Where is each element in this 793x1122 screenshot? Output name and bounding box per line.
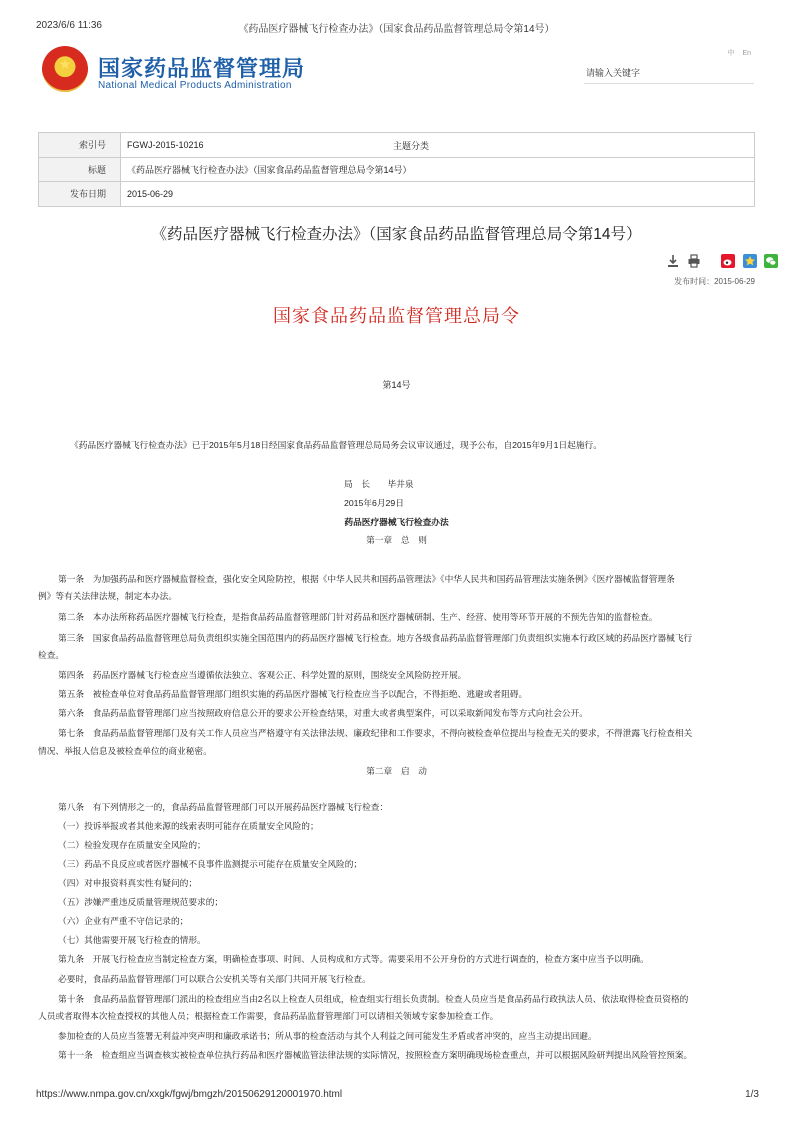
article-1-line-2: 例》等有关法律法规，制定本办法。	[38, 591, 177, 601]
article-5: 第五条 被检查单位对食品药品监督管理部门组织实施的药品医疗器械飞行检查应当予以配合，不得拒绝、逃避或者阻碍。	[58, 689, 528, 699]
article-title: 《药品医疗器械飞行检查办法》（国家食品药品监督管理总局令第14号）	[151, 226, 642, 243]
index-label: 索引号	[39, 133, 121, 158]
date-label: 发布日期	[39, 182, 121, 207]
page-number: 1/3	[745, 1089, 759, 1100]
article-2: 第二条 本办法所称药品医疗器械飞行检查，是指食品药品监督管理部门针对药品和医疗器械研制、生产、经营、使用等环节开展的不预先告知的监督检查。	[58, 612, 658, 622]
lang-zh-link[interactable]: 中	[727, 50, 735, 57]
article-7-line-1: 第七条 食品药品监督管理部门及有关工作人员应当严格遵守有关法律法规、廉政纪律和工作要求，不得向被检查单位提出与检查无关的要求，不得泄露飞行检查相关	[58, 728, 693, 738]
article-7-line-2: 情况、举报人信息及被检查单位的商业秘密。	[38, 746, 212, 756]
article-8: 第八条 有下列情形之一的，食品药品监督管理部门可以开展药品医疗器械飞行检查：	[58, 802, 389, 812]
article-8-item-7: （七）其他需要开展飞行检查的情形。	[58, 935, 206, 945]
article-6: 第六条 食品药品监督管理部门应当按照政府信息公开的要求公开检查结果，对重大或者典型案件，可以采取新闻发布等方式向社会公开。	[58, 708, 588, 718]
law-title: 药品医疗器械飞行检查办法	[344, 517, 449, 527]
title-value: 《药品医疗器械飞行检查办法》（国家食品药品监督管理总局令第14号）	[121, 157, 755, 182]
article-9-para-2: 必要时，食品药品监督管理部门可以联合公安机关等有关部门共同开展飞行检查。	[58, 974, 371, 984]
meta-row-date	[39, 182, 755, 207]
print-header	[30, 20, 763, 34]
article-11: 第十一条 检查组应当调查核实被检查单位执行药品和医疗器械监管法律法规的实际情况，按照检查方案明确现场检查重点，并可以根据风险研判提出风险管控预案。	[58, 1050, 693, 1060]
print-icon[interactable]	[687, 254, 701, 268]
intro-paragraph: 《药品医疗器械飞行检查办法》已于2015年5月18日经国家食品药品监督管理总局局务会议审议通过，现予公布，自2015年9月1日起施行。	[70, 440, 602, 450]
publish-time: 发布时间：2015-06-29	[674, 277, 755, 286]
index-cell	[121, 133, 755, 158]
subject-label: 主题分类	[393, 141, 430, 151]
order-number: 第14号	[382, 380, 411, 390]
article-8-item-3: （三）药品不良反应或者医疗器械不良事件监测提示可能存在质量安全风险的；	[58, 859, 363, 869]
article-8-item-2: （二）检验发现存在质量安全风险的；	[58, 840, 206, 850]
page-url[interactable]: https://www.nmpa.gov.cn/xxgk/fgwj/bmgzh/20150629120001970.html	[36, 1089, 343, 1100]
article-8-item-4: （四）对申报资料真实性有疑问的；	[58, 878, 197, 888]
title-label: 标题	[39, 157, 121, 182]
article-3-line-2: 检查。	[38, 650, 65, 660]
wechat-share-icon[interactable]	[764, 254, 778, 268]
article-10-line-2: 人员或者取得本次检查授权的其他人员；根据检查工作需要，食品药品监督管理部门可以请相关领域专家参加检查工作。	[38, 1011, 499, 1021]
index-value: FGWJ-2015-10216	[127, 139, 204, 150]
language-switch	[721, 48, 751, 58]
qzone-share-icon[interactable]	[743, 254, 757, 268]
article-8-item-1: （一）投诉举报或者其他来源的线索表明可能存在质量安全风险的；	[58, 821, 319, 831]
meta-row-title	[39, 157, 755, 182]
weibo-share-icon[interactable]	[721, 254, 735, 268]
chapter-2-heading: 第二章 启 动	[366, 766, 427, 776]
print-datetime: 2023/6/6 11:36	[36, 20, 102, 31]
article-1-line-1: 第一条 为加强药品和医疗器械监督检查，强化安全风险防控，根据《中华人民共和国药品管理法》《中华人民共和国药品管理法实施条例》《医疗器械监督管理条	[58, 574, 675, 584]
date-value: 2015-06-29	[121, 182, 755, 207]
signature-line: 局 长 毕井泉	[344, 479, 414, 489]
article-8-item-5: （五）涉嫌严重违反质量管理规范要求的；	[58, 897, 224, 907]
issuer-heading: 国家食品药品监督管理总局令	[273, 306, 520, 327]
print-footer	[30, 1089, 763, 1103]
article-4: 第四条 药品医疗器械飞行检查应当遵循依法独立、客观公正、科学处置的原则，围绕安全风险防控开展。	[58, 670, 467, 680]
lang-en-link[interactable]: En	[742, 50, 751, 57]
article-10-line-1: 第十条 食品药品监督管理部门派出的检查组应当由2名以上检查人员组成，检查组实行组长负责制。检查人员应当是食品药品行政执法人员、依法取得检查员资格的	[58, 994, 689, 1004]
national-emblem-logo[interactable]: ★	[42, 46, 88, 92]
article-8-item-6: （六）企业有严重不守信记录的；	[58, 916, 189, 926]
article-toolbar	[666, 252, 781, 268]
print-title: 《药品医疗器械飞行检查办法》（国家食品药品监督管理总局令第14号）	[238, 24, 555, 35]
meta-row-index	[39, 133, 755, 158]
article-10-para-2: 参加检查的人员应当签署无利益冲突声明和廉政承诺书；所从事的检查活动与其个人利益之间可能发生矛盾或者冲突的，应当主动提出回避。	[58, 1031, 597, 1041]
article-9: 第九条 开展飞行检查应当制定检查方案，明确检查事项、时间、人员构成和方式等。需要采用不公开身份的方式进行调查的，检查方案中应当予以明确。	[58, 954, 649, 964]
document-meta-table	[38, 132, 755, 207]
site-name-cn[interactable]: 国家药品监督管理局	[98, 56, 306, 81]
search-input[interactable]	[584, 62, 754, 84]
site-name-en: National Medical Products Administration	[98, 80, 292, 91]
chapter-1-heading: 第一章 总 则	[366, 535, 427, 545]
download-icon[interactable]	[666, 254, 680, 268]
signature-date: 2015年6月29日	[344, 498, 404, 508]
article-3-line-1: 第三条 国家食品药品监督管理总局负责组织实施全国范围内的药品医疗器械飞行检查。地方各级食品药品监督管理部门负责组织实施本行政区域的药品医疗器械飞行	[58, 633, 693, 643]
